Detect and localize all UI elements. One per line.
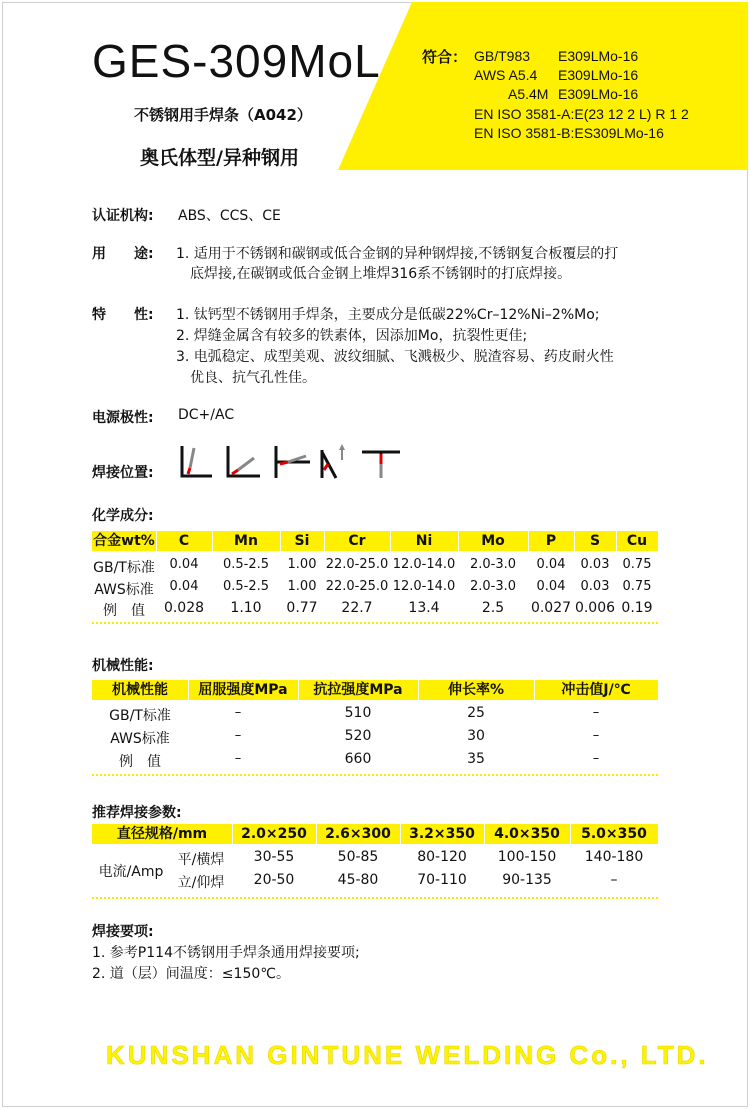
weld-header-cell: 2.6×300: [325, 826, 391, 842]
use-label: 用 途:: [92, 246, 154, 262]
company-name: KUNSHAN GINTUNE WELDING Co., LTD.: [106, 1040, 709, 1070]
chem-cell: 12.0-14.0: [392, 579, 456, 594]
chem-cell: 22.7: [341, 600, 373, 616]
chem-cell: 2.0-3.0: [469, 557, 517, 572]
divider: [92, 774, 658, 776]
weld-cell: 140-180: [584, 849, 644, 865]
chem-header-cell: Cu: [626, 533, 648, 549]
mech-header-cell: 屈服强度MPa: [198, 682, 288, 698]
chem-header-cell: S: [589, 533, 601, 549]
mech-header-cell: 抗拉强度MPa: [313, 682, 403, 698]
weld-header-cell: 2.0×250: [241, 826, 307, 842]
chem-cell: 1.10: [230, 600, 262, 616]
chem-header-cell: Mn: [234, 533, 258, 549]
feature-line: 2. 焊缝金属含有较多的铁素体，因添加Mo，抗裂性更佳;: [176, 328, 528, 344]
weld-header-cell: 直径规格/mm: [116, 826, 208, 842]
chem-header-cell: Si: [294, 533, 310, 549]
chem-cell: 1.00: [287, 557, 317, 572]
chem-cell: 0.77: [286, 600, 318, 616]
chem-cell: 13.4: [408, 600, 440, 616]
overhead-position-icon: [322, 444, 345, 478]
use-line: 1. 适用于不锈钢和碳钢或低合金钢的异种钢焊接,不锈钢复合板覆层的打: [176, 246, 619, 262]
mech-cell: 660: [344, 751, 372, 767]
weld-section-title: 推荐焊接参数:: [92, 805, 182, 821]
chem-header-cell: Mo: [481, 533, 505, 549]
conform-label: 符合：: [422, 48, 468, 66]
chem-cell: GB/T标准: [93, 560, 155, 576]
cert-value: ABS、CCS、CE: [178, 208, 281, 224]
note-item: 1. 参考P114不锈钢用手焊条通用焊接要项;: [92, 945, 360, 961]
chem-cell: 0.04: [169, 557, 199, 572]
weld-cell: 立/仰焊: [177, 875, 225, 891]
power-value: DC+/AC: [178, 407, 235, 423]
divider: [92, 622, 658, 624]
weld-cell: 30-55: [253, 849, 295, 865]
chem-cell: 22.0-25.0: [325, 579, 389, 594]
chem-cell: 例 值: [103, 603, 145, 619]
mech-header-cell: 伸长率%: [447, 682, 505, 698]
standard-grade: E309LMo-16: [558, 86, 639, 102]
feature-line: 1. 钛钙型不锈钢用手焊条，主要成分是低碳22%Cr–12%Ni–2%Mo;: [176, 307, 600, 323]
mech-cell: –: [592, 751, 600, 766]
notes-section-title: 焊接要项:: [92, 924, 154, 940]
divider: [92, 897, 658, 899]
mech-cell: 30: [467, 728, 485, 744]
chem-cell: 1.00: [287, 579, 317, 594]
mech-cell: GB/T标准: [109, 708, 171, 724]
chem-cell: 0.75: [622, 579, 652, 594]
cert-label: 认证机构:: [92, 208, 154, 224]
chem-table-header: [92, 531, 658, 551]
mech-cell: –: [592, 705, 600, 720]
mech-cell: 35: [467, 751, 485, 767]
horizontal-position-icon: [228, 446, 260, 476]
fillet-position-icon: [362, 452, 400, 478]
chem-section-title: 化学成分:: [92, 508, 154, 524]
weld-cell: –: [610, 872, 618, 888]
standard-org: EN ISO 3581-B:ES309LMo-16: [474, 125, 664, 141]
weld-header-cell: 3.2×350: [409, 826, 475, 842]
chem-cell: 0.04: [536, 557, 566, 572]
weld-header-cell: 5.0×350: [581, 826, 647, 842]
mech-header-cell: 机械性能: [112, 682, 168, 698]
feature-line: 3. 电弧稳定、成型美观、波纹细腻、飞溅极少、脱渣容易、药皮耐火性: [176, 349, 614, 365]
chem-cell: 0.75: [622, 557, 652, 572]
chem-header-cell: C: [178, 533, 190, 549]
standard-org: A5.4M: [508, 86, 549, 102]
weld-header-cell: 4.0×350: [494, 826, 560, 842]
product-title: GES-309MoL: [92, 35, 381, 87]
chem-cell: AWS标准: [94, 582, 154, 598]
note-item: 2. 道（层）间温度：≤150℃。: [92, 966, 290, 982]
chem-cell: 0.03: [580, 557, 610, 572]
chem-cell: 12.0-14.0: [392, 557, 456, 572]
standard-org: EN ISO 3581-A:E(23 12 2 L) R 1 2: [474, 106, 689, 122]
standard-grade: E309LMo-16: [558, 48, 639, 64]
feature-line: 优良、抗气孔性佳。: [190, 370, 316, 386]
weld-cell: 平/横焊: [177, 852, 225, 868]
chem-cell: 0.19: [621, 600, 653, 616]
chem-cell: 0.04: [536, 579, 566, 594]
chem-cell: 2.5: [481, 600, 505, 616]
power-label: 电源极性:: [92, 410, 154, 426]
mech-header-cell: 冲击值J/℃: [561, 682, 631, 698]
standard-grade: E309LMo-16: [558, 67, 639, 83]
mech-cell: AWS标准: [110, 731, 170, 747]
weld-cell: 100-150: [497, 849, 557, 865]
weld-cell: 50-85: [337, 849, 379, 865]
mech-cell: –: [234, 728, 242, 743]
current-label: 电流/Amp: [98, 864, 164, 880]
chem-cell: 0.5-2.5: [222, 557, 270, 572]
mech-cell: 例 值: [119, 754, 161, 770]
mech-table-header: [92, 680, 658, 700]
standard-org: GB/T983: [474, 48, 531, 64]
chem-cell: 0.006: [574, 600, 616, 616]
chem-cell: 0.028: [163, 600, 205, 616]
chem-header-cell: 合金wt%: [93, 533, 155, 549]
mech-cell: 520: [344, 728, 372, 744]
use-line: 底焊接,在碳钢或低合金钢上堆焊316系不锈钢时的打底焊接。: [190, 266, 572, 282]
chem-cell: 0.5-2.5: [222, 579, 270, 594]
mech-cell: –: [234, 751, 242, 766]
chem-cell: 0.04: [169, 579, 199, 594]
mech-cell: –: [592, 728, 600, 743]
weld-cell: 80-120: [417, 849, 467, 865]
mech-section-title: 机械性能:: [92, 658, 154, 674]
chem-header-cell: Ni: [415, 533, 433, 549]
flat-position-icon: [182, 446, 212, 476]
mech-cell: 510: [344, 705, 372, 721]
chem-cell: 0.03: [580, 579, 610, 594]
weld-cell: 20-50: [253, 872, 295, 888]
welding-position-icons: [176, 442, 406, 482]
weld-cell: 70-110: [417, 872, 467, 888]
chem-cell: 22.0-25.0: [325, 557, 389, 572]
weld-cell: 45-80: [337, 872, 379, 888]
vertical-position-icon: [276, 446, 310, 478]
weld-cell: 90-135: [502, 872, 552, 888]
chem-cell: 2.0-3.0: [469, 579, 517, 594]
standard-org: AWS A5.4: [474, 67, 538, 83]
mech-cell: 25: [467, 705, 485, 721]
chem-cell: 0.027: [530, 600, 572, 616]
chem-header-cell: Cr: [348, 533, 366, 549]
feature-label: 特 性:: [92, 307, 154, 323]
position-label: 焊接位置:: [92, 465, 154, 481]
chem-header-cell: P: [545, 533, 557, 549]
weld-table-header: [92, 824, 658, 844]
product-category: 奥氏体型/异种钢用: [140, 147, 299, 169]
mech-cell: –: [234, 705, 242, 720]
product-subtitle: 不锈钢用手焊条（A042）: [134, 106, 312, 124]
